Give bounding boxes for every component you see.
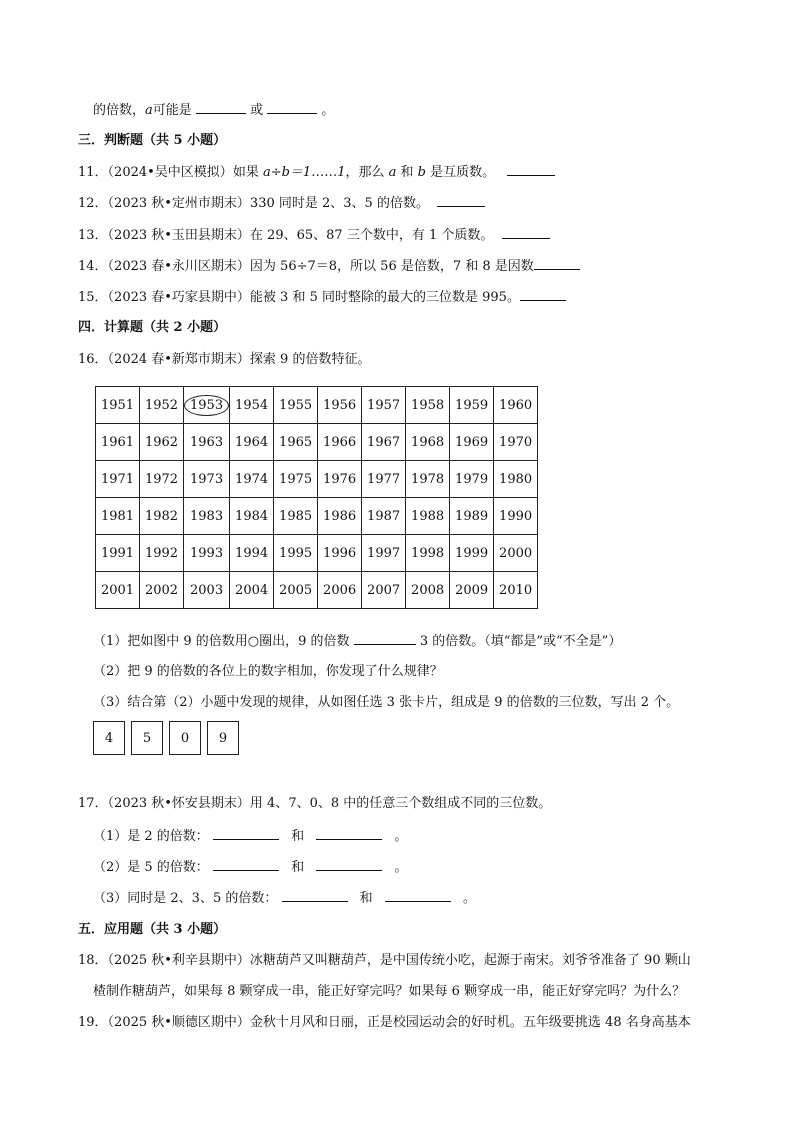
grid-cell[interactable] xyxy=(450,424,494,461)
question-14 xyxy=(78,257,580,276)
text-fragment: 可能是 xyxy=(152,103,192,118)
grid-cell[interactable] xyxy=(230,387,274,424)
answer-blank[interactable] xyxy=(385,889,451,902)
answer-blank[interactable] xyxy=(502,226,550,239)
grid-cell[interactable] xyxy=(494,572,538,609)
grid-cell-value: 1994 xyxy=(235,545,269,561)
grid-cell-value: 1993 xyxy=(190,545,224,561)
grid-cell[interactable] xyxy=(494,461,538,498)
grid-cell[interactable] xyxy=(184,461,230,498)
answer-blank[interactable] xyxy=(196,101,246,114)
grid-cell-value: 1955 xyxy=(279,397,313,413)
grid-cell-value: 1964 xyxy=(235,434,269,450)
grid-cell-value: 1963 xyxy=(190,434,224,450)
section-title: 五．应用题（共 3 小题） xyxy=(78,922,227,937)
grid-cell-value: 1986 xyxy=(323,508,357,524)
grid-cell-value: 1962 xyxy=(144,434,179,450)
grid-cell-value: 1974 xyxy=(235,471,269,487)
grid-cell-value: 1968 xyxy=(411,434,445,450)
section-title: 三．判断题（共 5 小题） xyxy=(78,133,227,148)
grid-cell-value: 1971 xyxy=(100,471,135,487)
grid-cell[interactable] xyxy=(230,424,274,461)
grid-cell-value: 2002 xyxy=(144,582,179,598)
grid-cell-value: 1966 xyxy=(323,434,357,450)
grid-cell[interactable] xyxy=(450,572,494,609)
grid-cell-value: 1959 xyxy=(455,397,489,413)
grid-cell-value: 1952 xyxy=(144,397,179,413)
grid-cell-value: 1951 xyxy=(100,397,135,413)
grid-row xyxy=(96,424,538,461)
grid-cell[interactable] xyxy=(406,572,450,609)
question-text: 14．（2023 春•永川区期末）因为 56÷7＝8，所以 56 是倍数，7 和 8 是因数 xyxy=(78,259,534,274)
number-card[interactable]: 9 xyxy=(207,721,239,755)
text-fragment: 如果 xyxy=(232,165,263,180)
grid-cell[interactable] xyxy=(362,498,406,535)
question-15 xyxy=(78,288,566,307)
text-fragment: ，那么 xyxy=(345,165,389,180)
grid-cell[interactable] xyxy=(140,387,184,424)
grid-cell[interactable] xyxy=(318,572,362,609)
grid-row xyxy=(96,387,538,424)
text-fragment: 。 xyxy=(321,103,335,118)
grid-cell[interactable] xyxy=(140,535,184,572)
grid-cell-value: 1989 xyxy=(455,508,489,524)
grid-cell-value: 1975 xyxy=(279,471,313,487)
number-card[interactable]: 4 xyxy=(93,721,125,755)
grid-cell-value: 1957 xyxy=(367,397,401,413)
grid-cell-value: 1992 xyxy=(144,545,179,561)
grid-cell-value: 1970 xyxy=(499,434,533,450)
grid-row xyxy=(96,572,538,609)
grid-cell-value: 1969 xyxy=(455,434,489,450)
question-source: （2024•吴中区模拟） xyxy=(107,165,233,180)
grid-row xyxy=(96,461,538,498)
text-fragment: 。 xyxy=(394,860,408,875)
text-fragment: （1）把如图中 9 的倍数用○圈出，9 的倍数 xyxy=(93,634,350,649)
grid-cell-value: 2004 xyxy=(235,582,269,598)
grid-cell-value: 2008 xyxy=(411,582,445,598)
math-expression: a÷b＝1……1 xyxy=(262,165,346,180)
grid-cell-value: 1996 xyxy=(323,545,357,561)
grid-cell[interactable] xyxy=(362,535,406,572)
question-17-part-1 xyxy=(93,827,407,846)
grid-cell[interactable] xyxy=(494,424,538,461)
grid-cell-value: 1980 xyxy=(499,471,533,487)
grid-cell-value: 1956 xyxy=(323,397,357,413)
grid-cell-value: 2001 xyxy=(100,582,135,598)
grid-cell-value: 1984 xyxy=(235,508,269,524)
grid-cell[interactable] xyxy=(274,572,318,609)
grid-cell-value: 1978 xyxy=(411,471,445,487)
grid-cell[interactable] xyxy=(318,535,362,572)
question-17-part-3 xyxy=(93,889,476,908)
grid-cell[interactable] xyxy=(140,572,184,609)
grid-cell[interactable] xyxy=(274,535,318,572)
grid-cell[interactable] xyxy=(450,535,494,572)
grid-cell[interactable] xyxy=(450,461,494,498)
grid-cell[interactable] xyxy=(184,498,230,535)
grid-cell-value: 2010 xyxy=(499,582,533,598)
grid-cell-value: 1958 xyxy=(411,397,445,413)
variable-a: a xyxy=(145,103,153,118)
grid-cell[interactable] xyxy=(96,461,140,498)
answer-blank[interactable] xyxy=(282,889,348,902)
text-fragment: 。 xyxy=(394,829,408,844)
answer-blank[interactable] xyxy=(316,858,382,871)
answer-blank[interactable] xyxy=(354,632,416,645)
question-17-part-2 xyxy=(93,858,407,877)
variable-a: a xyxy=(388,165,397,180)
continuation-line xyxy=(93,101,334,120)
grid-cell-value: 2000 xyxy=(499,545,533,561)
grid-row xyxy=(96,498,538,535)
grid-cell-value: 1972 xyxy=(144,471,179,487)
grid-cell[interactable] xyxy=(274,498,318,535)
grid-cell-value: 2007 xyxy=(367,582,401,598)
grid-cell[interactable] xyxy=(318,461,362,498)
grid-cell-value: 2006 xyxy=(323,582,357,598)
question-18-line-2: 楂制作糖葫芦，如果每 8 颗穿成一串，能正好穿完吗？如果每 6 颗穿成一串，能正好穿完吗？为什么？ xyxy=(93,984,686,999)
answer-blank[interactable] xyxy=(534,257,580,270)
grid-cell[interactable] xyxy=(318,387,362,424)
grid-cell[interactable] xyxy=(274,461,318,498)
section-title: 四．计算题（共 2 小题） xyxy=(78,320,227,335)
grid-cell[interactable] xyxy=(450,387,494,424)
question-text: 13．（2023 秋•玉田县期末）在 29、65、87 三个数中，有 1 个质数。 xyxy=(78,228,494,243)
question-text: 15．（2023 春•巧家县期中）能被 3 和 5 同时整除的最大的三位数是 995。 xyxy=(78,290,520,305)
answer-blank[interactable] xyxy=(213,827,279,840)
grid-cell-value: 1954 xyxy=(235,397,269,413)
grid-cell-value: 1998 xyxy=(411,545,445,561)
grid-cell[interactable] xyxy=(494,498,538,535)
grid-cell[interactable] xyxy=(318,424,362,461)
text-fragment: 和 xyxy=(291,829,305,844)
grid-cell[interactable] xyxy=(96,424,140,461)
grid-cell[interactable] xyxy=(230,572,274,609)
grid-cell[interactable] xyxy=(494,387,538,424)
grid-cell-value: 1965 xyxy=(279,434,313,450)
variable-b: b xyxy=(417,165,426,180)
question-18-line-1: 18．（2025 秋•利辛县期中）冰糖葫芦又叫糖葫芦，是中国传统小吃，起源于南宋。刘爷爷准备了 90 颗山 xyxy=(78,953,691,968)
answer-blank[interactable] xyxy=(507,163,555,176)
grid-cell-value: 1997 xyxy=(367,545,401,561)
grid-cell[interactable] xyxy=(184,424,230,461)
grid-cell[interactable] xyxy=(184,572,230,609)
grid-cell[interactable] xyxy=(140,461,184,498)
answer-blank[interactable] xyxy=(437,194,485,207)
grid-cell[interactable] xyxy=(494,535,538,572)
grid-cell-value: 2009 xyxy=(455,582,489,598)
number-grid xyxy=(95,386,538,609)
grid-cell-value: 1960 xyxy=(499,397,533,413)
grid-cell-value: 1977 xyxy=(367,471,401,487)
grid-cell-value: 2003 xyxy=(190,582,224,598)
grid-cell[interactable] xyxy=(362,572,406,609)
text-fragment: （1）是 2 的倍数： xyxy=(93,829,209,844)
question-16: 16．（2024 春•新郑市期末）探索 9 的倍数特征。 xyxy=(78,352,371,367)
text-fragment: 和 xyxy=(359,891,373,906)
text-fragment: 或 xyxy=(250,103,264,118)
grid-cell-value: 1990 xyxy=(499,508,533,524)
number-card[interactable]: 5 xyxy=(131,721,163,755)
grid-cell[interactable] xyxy=(274,387,318,424)
grid-cell[interactable] xyxy=(230,461,274,498)
grid-cell-value: 1999 xyxy=(455,545,489,561)
text-fragment: （3）同时是 2、3、5 的倍数： xyxy=(93,891,278,906)
text-fragment: 3 的倍数。（填“都是”或“不全是”） xyxy=(419,634,622,649)
text-fragment: 和 xyxy=(291,860,305,875)
grid-cell[interactable] xyxy=(406,461,450,498)
grid-cell[interactable] xyxy=(96,535,140,572)
question-text: 12．（2023 秋•定州市期末）330 同时是 2、3、5 的倍数。 xyxy=(78,196,429,211)
answer-blank[interactable] xyxy=(520,288,566,301)
grid-cell-value: 1988 xyxy=(411,508,445,524)
question-17: 17．（2023 秋•怀安县期末）用 4、7、0、8 中的任意三个数组成不同的三位数。 xyxy=(78,796,552,811)
grid-cell[interactable] xyxy=(184,387,230,424)
number-card[interactable]: 0 xyxy=(169,721,201,755)
grid-cell[interactable] xyxy=(230,535,274,572)
grid-cell[interactable] xyxy=(230,498,274,535)
grid-cell[interactable] xyxy=(140,498,184,535)
question-19-line-1: 19．（2025 秋•顺德区期中）金秋十月风和日丽，正是校园运动会的好时机。五年级要挑选 48 名身高基本 xyxy=(78,1015,691,1030)
grid-cell[interactable] xyxy=(406,535,450,572)
grid-cell-value: 1979 xyxy=(455,471,489,487)
text-fragment: 是互质数。 xyxy=(425,165,496,180)
grid-cell-value: 1985 xyxy=(279,508,313,524)
grid-cell-value: 1981 xyxy=(100,508,135,524)
text-fragment: 和 xyxy=(396,165,418,180)
question-13 xyxy=(78,226,550,245)
number-cards xyxy=(93,721,239,755)
answer-blank[interactable] xyxy=(213,858,279,871)
grid-cell-value: 1976 xyxy=(323,471,357,487)
grid-cell[interactable] xyxy=(140,424,184,461)
question-number: 11． xyxy=(78,165,108,180)
grid-row xyxy=(96,535,538,572)
question-11 xyxy=(78,163,555,182)
grid-cell[interactable] xyxy=(406,424,450,461)
grid-cell[interactable] xyxy=(96,572,140,609)
grid-cell-value: 1983 xyxy=(190,508,224,524)
question-12 xyxy=(78,194,485,213)
grid-cell-value: 1961 xyxy=(100,434,135,450)
answer-blank[interactable] xyxy=(316,827,382,840)
answer-blank[interactable] xyxy=(267,101,317,114)
grid-cell[interactable] xyxy=(96,498,140,535)
question-16-part-3: （3）结合第（2）小题中发现的规律，从如图任选 3 张卡片，组成是 9 的倍数的三位数，写出 2 个。 xyxy=(93,695,680,710)
text-fragment: 的倍数， xyxy=(93,103,146,118)
question-16-part-2: （2）把 9 的倍数的各位上的数字相加，你发现了什么规律？ xyxy=(93,664,443,679)
grid-cell[interactable] xyxy=(318,498,362,535)
text-fragment: 。 xyxy=(462,891,476,906)
grid-cell-value: 1987 xyxy=(367,508,401,524)
grid-cell[interactable] xyxy=(450,498,494,535)
grid-cell-value: 2005 xyxy=(279,582,313,598)
grid-cell[interactable] xyxy=(184,535,230,572)
grid-cell-value: 1995 xyxy=(279,545,313,561)
text-fragment: （2）是 5 的倍数： xyxy=(93,860,209,875)
grid-cell-value: 1967 xyxy=(367,434,401,450)
grid-cell[interactable] xyxy=(96,387,140,424)
grid-cell[interactable] xyxy=(274,424,318,461)
grid-cell-value: 1982 xyxy=(144,508,179,524)
grid-cell[interactable] xyxy=(406,387,450,424)
grid-cell-value: 1991 xyxy=(100,545,135,561)
question-16-part-1 xyxy=(93,632,621,651)
grid-cell-value: 1973 xyxy=(190,471,224,487)
grid-cell[interactable] xyxy=(362,424,406,461)
grid-cell[interactable] xyxy=(362,461,406,498)
grid-cell[interactable] xyxy=(362,387,406,424)
grid-cell[interactable] xyxy=(406,498,450,535)
grid-cell-value: 1953 xyxy=(184,395,229,416)
